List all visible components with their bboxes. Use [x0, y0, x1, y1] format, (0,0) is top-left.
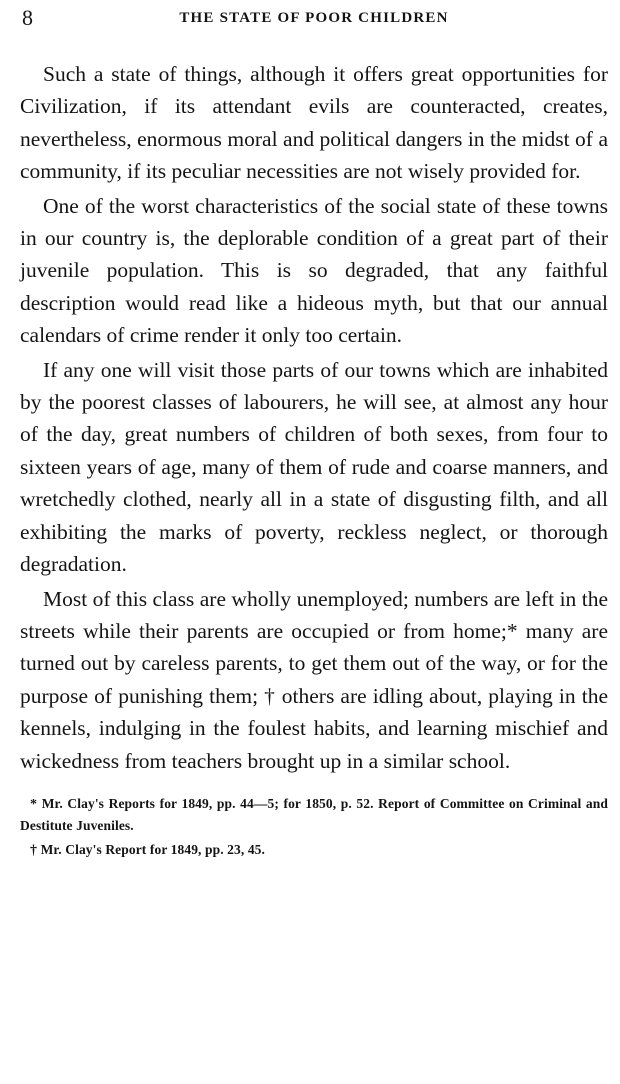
running-title: THE STATE OF POOR CHILDREN	[179, 10, 449, 26]
footnote	[20, 839, 608, 861]
paragraph: Most of this class are wholly unemployed; numbers are left in the streets while their parents are occupied or from home;* many are turned out by careless parents, to get them out of the way, or for the purpose of punishing them; † others are idling about, playing in the kennels, indulging in the foulest habits, and learning mischief and wickedness from teachers brought up in a similar school.	[20, 586, 608, 773]
paragraph: Such a state of things, although it offers great opportunities for Civilization, if its attendant evils are counteracted, creates, nevertheless, enormous moral and political dangers in the midst of a community, if its peculiar necessities are not wisely provided for.	[20, 62, 608, 184]
footnotes	[20, 793, 608, 861]
footnote	[20, 793, 608, 836]
body-text	[20, 58, 608, 777]
footnote-text: Mr. Clay's Report for 1849, pp. 23, 45.	[40, 841, 265, 857]
footnote-mark: †	[30, 842, 38, 858]
paragraph: One of the worst characteristics of the social state of these towns in our country is, the deplorable condition of a great part of their juvenile population. This is so degraded, that any faithful description would read like a hideous myth, but that our annual calendars of crime render it only too certain.	[20, 193, 608, 348]
footnote-text: Mr. Clay's Reports for 1849, pp. 44—5; for 1850, p. 52. Report of Committee on Criminal and Destitute Juveniles.	[20, 795, 608, 833]
footnote-mark: *	[30, 796, 38, 812]
paragraph: If any one will visit those parts of our towns which are inhabited by the poorest classes of labourers, he will see, at almost any hour of the day, great numbers of children of both sexes, from four to sixteen years of age, many of them of rude and coarse manners, and wretchedly clothed, nearly all in a state of disgusting filth, and all exhibiting the marks of poverty, reckless neglect, or thorough degradation.	[20, 357, 608, 577]
page-number: 8	[22, 5, 33, 30]
book-page	[20, 0, 608, 861]
running-head	[20, 0, 608, 34]
